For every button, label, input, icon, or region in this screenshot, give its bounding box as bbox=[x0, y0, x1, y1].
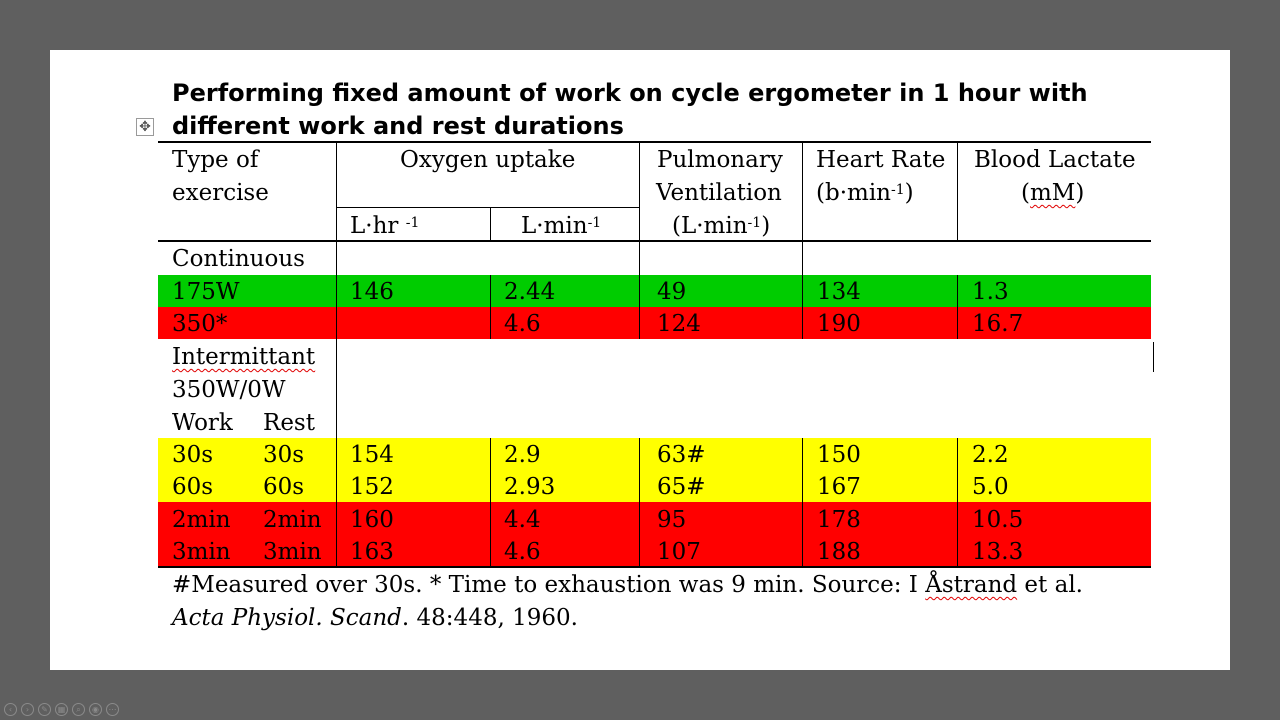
cell-work: 175W bbox=[172, 279, 240, 305]
cell-o2-lmin: 2.93 bbox=[504, 474, 556, 500]
header-ventilation-3: $(L\cdot\min^{-1})$ bbox=[672, 213, 771, 239]
cell-o2-lmin: 4.6 bbox=[504, 311, 541, 337]
cell-o2-lhr: 163 bbox=[350, 539, 394, 565]
cell-ventilation: 107 bbox=[657, 539, 701, 565]
col-rule-4b bbox=[802, 438, 803, 566]
header-type-of-exercise-1: Type of bbox=[172, 147, 259, 173]
cell-o2-lmin: 2.9 bbox=[504, 442, 541, 468]
section-intermittent-label: Intermittant bbox=[172, 344, 316, 370]
slide-title-line-1: Performing fixed amount of work on cycle ergometer in 1 hour with bbox=[172, 79, 1088, 107]
col-rule-1 bbox=[336, 142, 337, 567]
intermittent-load: 350W/0W bbox=[172, 377, 286, 403]
col-rule-3a bbox=[639, 142, 640, 339]
col-rule-2a bbox=[490, 208, 491, 241]
cell-lactate: 16.7 bbox=[972, 311, 1024, 337]
cell-lactate: 1.3 bbox=[972, 279, 1009, 305]
header-ventilation-1: Pulmonary bbox=[657, 147, 783, 173]
col-rule-5a bbox=[957, 142, 958, 241]
cell-heart-rate: 150 bbox=[817, 442, 861, 468]
cell-lactate: 10.5 bbox=[972, 507, 1024, 533]
cell-work: 3min bbox=[172, 539, 231, 565]
cell-o2-lhr: 154 bbox=[350, 442, 394, 468]
cell-rest: 30s bbox=[263, 442, 305, 468]
cell-work: 350* bbox=[172, 311, 228, 337]
cell-o2-lhr: 152 bbox=[350, 474, 394, 500]
cell-lactate: 2.2 bbox=[972, 442, 1009, 468]
camera-icon[interactable]: ◉ bbox=[89, 703, 102, 716]
cell-ventilation: 95 bbox=[657, 507, 687, 533]
cell-ventilation: 49 bbox=[657, 279, 687, 305]
col-rule-4a bbox=[802, 142, 803, 339]
next-icon[interactable]: › bbox=[21, 703, 34, 716]
cell-heart-rate: 178 bbox=[817, 507, 861, 533]
cell-o2-lmin: 2.44 bbox=[504, 279, 556, 305]
zoom-icon[interactable]: ⌕ bbox=[72, 703, 85, 716]
footnote-line-1: #Measured over 30s. * Time to exhaustion was 9 min. Source: I Åstrand et al. bbox=[172, 572, 1083, 598]
header-blood-lactate-2: (mM) bbox=[1021, 180, 1085, 206]
intermittent-work-label: Work bbox=[172, 410, 233, 436]
cell-heart-rate: 167 bbox=[817, 474, 861, 500]
footnote-line-2: Acta Physiol. Scand. 48:448, 1960. bbox=[172, 605, 578, 631]
header-bottom-rule bbox=[158, 240, 1151, 242]
pen-icon[interactable]: ✎ bbox=[38, 703, 51, 716]
cell-lactate: 13.3 bbox=[972, 539, 1024, 565]
col-rule-2b bbox=[490, 275, 491, 339]
cell-rest: 60s bbox=[263, 474, 305, 500]
cell-heart-rate: 134 bbox=[817, 279, 861, 305]
cell-rest: 2min bbox=[263, 507, 322, 533]
intermittent-rest-label: Rest bbox=[263, 410, 315, 436]
col-rule-5c bbox=[957, 438, 958, 566]
text-cursor bbox=[1153, 342, 1154, 372]
slides-icon[interactable]: ▦ bbox=[55, 703, 68, 716]
col-rule-2c bbox=[490, 438, 491, 566]
header-o2-lmin: $L\cdot\min^{-1}$ bbox=[521, 213, 602, 239]
slide-title-line-2: different work and rest durations bbox=[172, 112, 624, 140]
cell-o2-lhr: 160 bbox=[350, 507, 394, 533]
header-o2-lhr: L·hr $^{-1}$ bbox=[350, 213, 420, 239]
cell-work: 2min bbox=[172, 507, 231, 533]
header-blood-lactate-1: Blood Lactate bbox=[974, 147, 1136, 173]
header-ventilation-2: Ventilation bbox=[656, 180, 782, 206]
cell-o2-lmin: 4.4 bbox=[504, 507, 541, 533]
cell-rest: 3min bbox=[263, 539, 322, 565]
cell-lactate: 5.0 bbox=[972, 474, 1009, 500]
cell-ventilation: 124 bbox=[657, 311, 701, 337]
cell-o2-lmin: 4.6 bbox=[504, 539, 541, 565]
cell-ventilation: 65# bbox=[657, 474, 706, 500]
col-rule-3b bbox=[639, 438, 640, 566]
col-rule-5b bbox=[957, 275, 958, 339]
cell-heart-rate: 190 bbox=[817, 311, 861, 337]
oxygen-subheader-rule bbox=[336, 207, 639, 208]
cell-work: 30s bbox=[172, 442, 214, 468]
header-type-of-exercise-2: exercise bbox=[172, 180, 269, 206]
header-oxygen-uptake: Oxygen uptake bbox=[400, 147, 576, 173]
slideshow-toolbar bbox=[4, 703, 119, 717]
cell-heart-rate: 188 bbox=[817, 539, 861, 565]
header-heart-rate-1: Heart Rate bbox=[816, 147, 946, 173]
section-continuous-label: Continuous bbox=[172, 246, 305, 272]
header-heart-rate-2: $(b\cdot\min^{-1})$ bbox=[816, 180, 914, 206]
cell-o2-lhr: 146 bbox=[350, 279, 394, 305]
more-icon[interactable]: ⋯ bbox=[106, 703, 119, 716]
slide bbox=[50, 50, 1230, 670]
prev-icon[interactable]: ‹ bbox=[4, 703, 17, 716]
table-move-handle-icon[interactable]: ✥ bbox=[136, 118, 154, 136]
cell-work: 60s bbox=[172, 474, 214, 500]
cell-ventilation: 63# bbox=[657, 442, 706, 468]
table-top-rule bbox=[158, 141, 1151, 143]
